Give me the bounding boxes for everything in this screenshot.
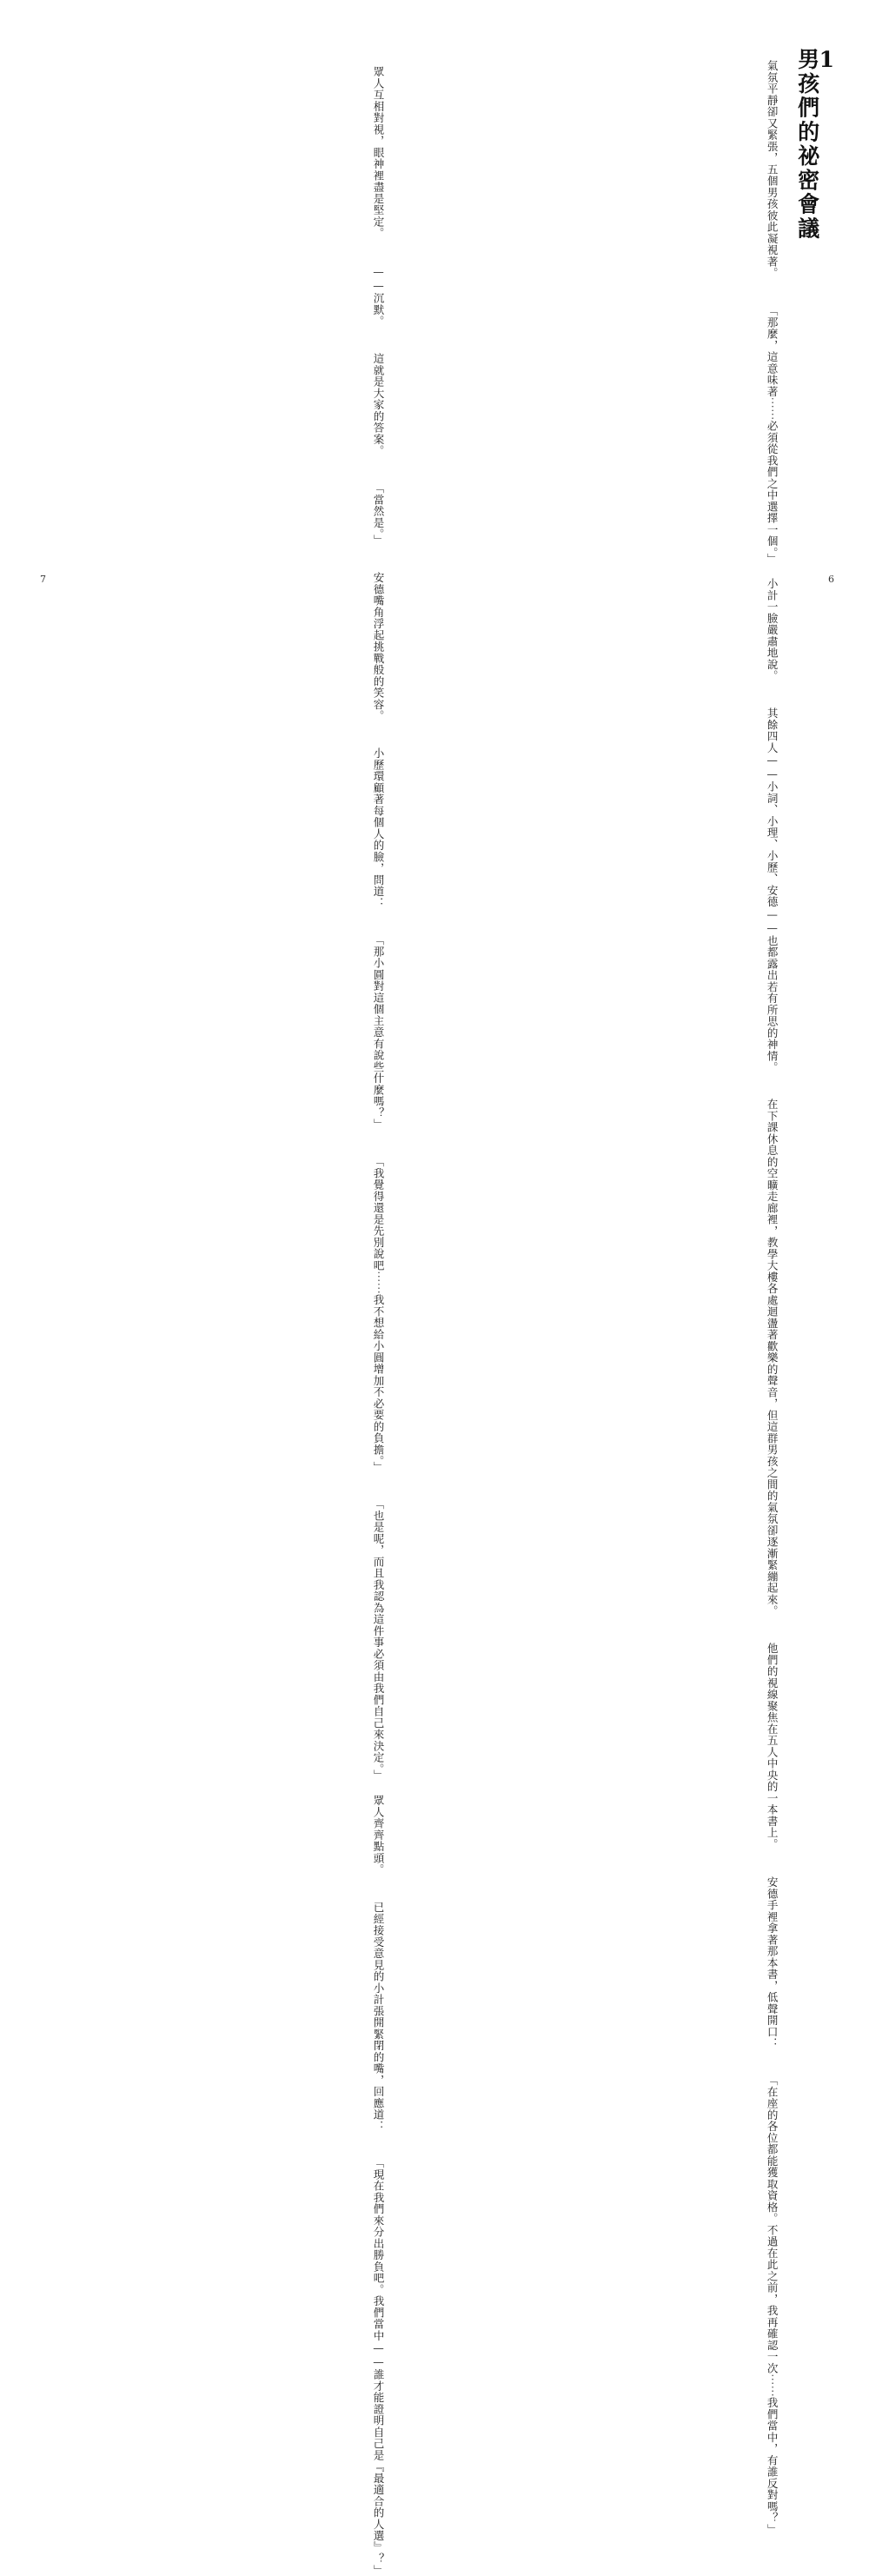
paragraph: 在下課休息的空曠走廊裡，教學大樓各處迴盪著歡樂的聲音，但這群男孩之間的氣氛卻逐漸緊繃起來。 xyxy=(766,1099,779,1617)
paragraph: 安德嘴角浮起挑戰般的笑容。 xyxy=(372,571,385,721)
paragraph: 已經接受意見的小計張開緊閉的嘴，回應道： xyxy=(372,1901,385,2132)
chapter-title: 男孩們的祕密會議 xyxy=(794,48,820,241)
paragraph: 安德手裡拿著那本書，低聲開口： xyxy=(766,1876,779,2049)
paragraph: 「當然是。」 xyxy=(372,481,385,546)
page-left xyxy=(0,0,434,2576)
paragraph: 「那麼，這意味著⋯⋯必須從我們之中選擇一個。」 xyxy=(766,304,779,564)
paragraph: 「那小圓對這個主意有說些什麼嗎？」 xyxy=(372,933,385,1130)
chapter-heading xyxy=(795,48,834,569)
paragraph: 小計一臉嚴肅地說。 xyxy=(766,577,779,681)
page-right xyxy=(434,0,869,2535)
paragraph: 「也是呢，而且我認為這件事必須由我們自己來決定。」 xyxy=(372,1498,385,1782)
paragraph: 眾人齊齊點頭。 xyxy=(372,1795,385,1876)
paragraph: 氣氛平靜卻又緊張，五個男孩彼此凝視著。 xyxy=(766,60,779,279)
body-text-left xyxy=(361,54,389,2576)
body-text-right xyxy=(754,47,834,2535)
paragraph: 其餘四人——小詞、小理、小歷、安德——也都露出若有所思的神情。 xyxy=(766,707,779,1073)
paragraph: 「我覺得還是先別說吧⋯⋯我不想給小圓增加不必要的負擔。」 xyxy=(372,1155,385,1473)
paragraph: 小歷環顧著每個人的臉，問道： xyxy=(372,747,385,908)
paragraph: 「現在我們來分出勝負吧。我們當中——誰才能證明自己是『最適合的人選』？」 xyxy=(372,2157,385,2576)
paragraph: ——沉默。 xyxy=(372,264,385,327)
chapter-number: 1 xyxy=(819,47,834,72)
paragraph: 這就是大家的答案。 xyxy=(372,352,385,456)
page-number-left: 7 xyxy=(40,574,46,585)
page-number-right: 6 xyxy=(828,574,834,585)
paragraph: 他們的視線聚焦在五人中央的一本書上。 xyxy=(766,1643,779,1850)
paragraph: 「在座的各位都能獲取資格。不過在此之前，我再確認一次⋯⋯我們當中，有誰反對嗎？」 xyxy=(766,2075,779,2535)
paragraph: 眾人互相對視，眼神裡盡是堅定。 xyxy=(372,66,385,239)
